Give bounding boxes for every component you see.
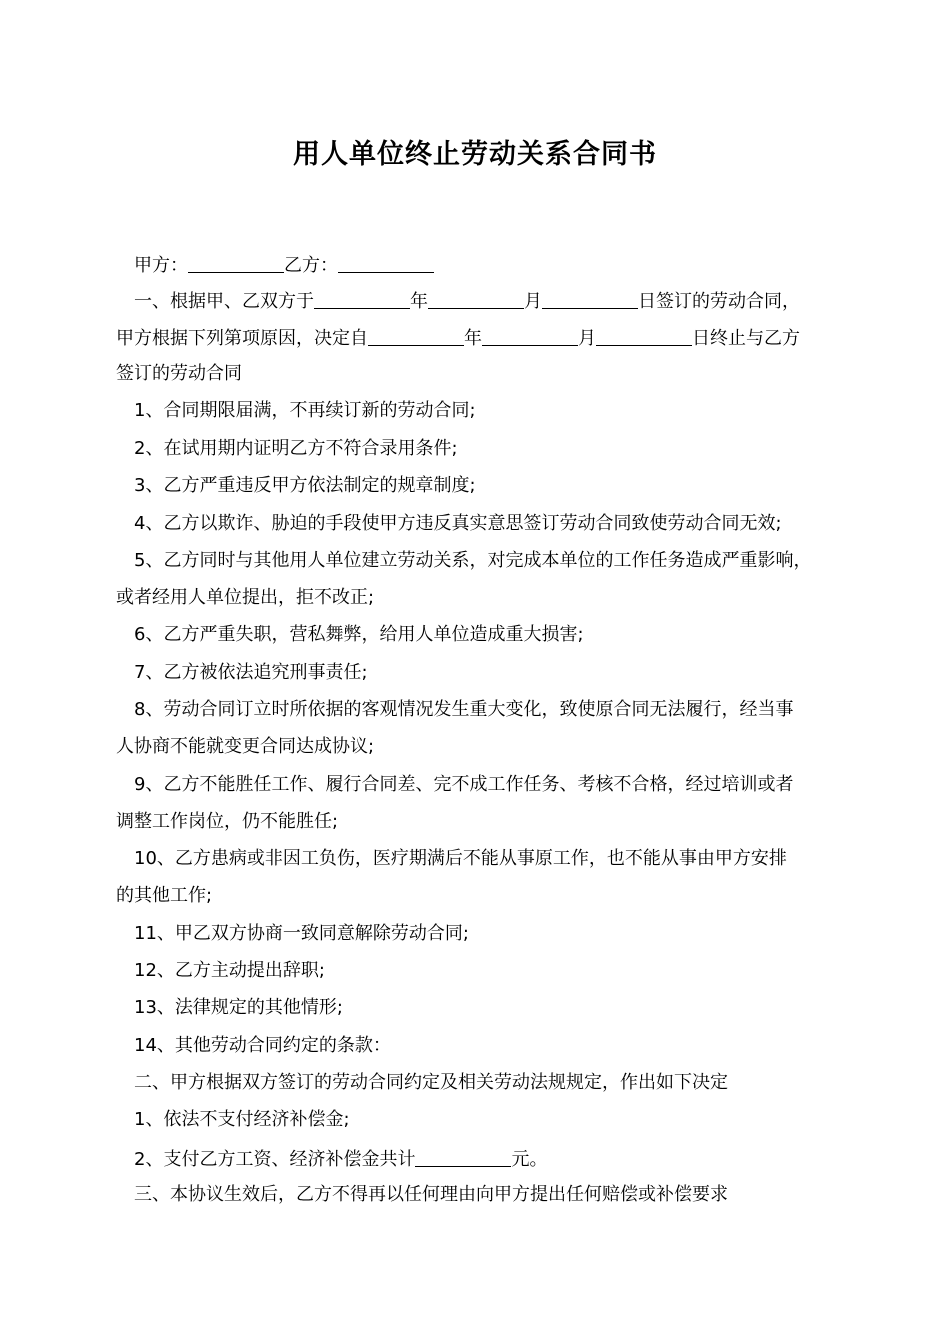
- year-label: 年: [464, 328, 482, 349]
- section1-text: 甲方根据下列第项原因，决定自: [116, 328, 368, 349]
- end-year-blank: [368, 327, 464, 346]
- sign-month-blank: [428, 290, 524, 309]
- item-10-line1: 10、乙方患病或非因工负伤，医疗期满后不能从事原工作，也不能从事由甲方安排: [134, 848, 787, 869]
- item-7: 7、乙方被依法追究刑事责任;: [134, 662, 368, 683]
- item-13: 13、法律规定的其他情形;: [134, 997, 343, 1018]
- item-12: 12、乙方主动提出辞职;: [134, 960, 325, 981]
- item-11: 11、甲乙双方协商一致同意解除劳动合同;: [134, 923, 469, 944]
- party-a-label: 甲方：: [134, 255, 188, 276]
- party-a-blank: [188, 254, 284, 273]
- section1-text: 一、根据甲、乙双方于: [134, 291, 314, 312]
- parties-line: [134, 252, 434, 278]
- day-end-label: 日终止与乙方: [692, 328, 800, 349]
- item-6: 6、乙方严重失职，营私舞弊，给用人单位造成重大损害;: [134, 624, 584, 645]
- item-8-line2: 人协商不能就变更合同达成协议;: [116, 736, 375, 757]
- day-sign-label: 日签订的劳动合同，: [638, 291, 800, 312]
- item-1: 1、合同期限届满，不再续订新的劳动合同;: [134, 400, 476, 421]
- end-day-blank: [596, 327, 692, 346]
- end-month-blank: [482, 327, 578, 346]
- decision-2-text: 2、支付乙方工资、经济补偿金共计: [134, 1149, 416, 1170]
- section1-line1: [134, 288, 800, 314]
- item-4: 4、乙方以欺诈、胁迫的手段使甲方违反真实意思签订劳动合同致使劳动合同无效;: [134, 513, 782, 534]
- section1-line3: 签订的劳动合同: [116, 363, 242, 384]
- item-3: 3、乙方严重违反甲方依法制定的规章制度;: [134, 475, 476, 496]
- party-b-blank: [338, 254, 434, 273]
- item-5-line1: 5、乙方同时与其他用人单位建立劳动关系，对完成本单位的工作任务造成严重影响，: [134, 550, 812, 571]
- section2-heading: 二、甲方根据双方签订的劳动合同约定及相关劳动法规规定，作出如下决定: [134, 1072, 728, 1093]
- item-2: 2、在试用期内证明乙方不符合录用条件;: [134, 438, 458, 459]
- item-14: 14、其他劳动合同约定的条款：: [134, 1035, 391, 1056]
- section3-text: 三、本协议生效后，乙方不得再以任何理由向甲方提出任何赔偿或补偿要求: [134, 1184, 728, 1205]
- year-label: 年: [410, 291, 428, 312]
- decision-2: [134, 1146, 547, 1172]
- document-title: 用人单位终止劳动关系合同书: [293, 139, 657, 170]
- sign-day-blank: [542, 290, 638, 309]
- currency-label: 元。: [511, 1149, 548, 1170]
- amount-blank: [415, 1148, 511, 1167]
- sign-year-blank: [314, 290, 410, 309]
- item-5-line2: 或者经用人单位提出，拒不改正;: [116, 587, 375, 608]
- month-label: 月: [524, 291, 542, 312]
- item-9-line1: 9、乙方不能胜任工作、履行合同差、完不成工作任务、考核不合格，经过培训或者: [134, 774, 794, 795]
- party-b-label: 乙方：: [284, 255, 338, 276]
- item-9-line2: 调整工作岗位，仍不能胜任;: [116, 811, 339, 832]
- month-label: 月: [578, 328, 596, 349]
- section1-line2: [116, 325, 800, 351]
- decision-1: 1、依法不支付经济补偿金;: [134, 1109, 350, 1130]
- item-10-line2: 的其他工作;: [116, 885, 213, 906]
- item-8-line1: 8、劳动合同订立时所依据的客观情况发生重大变化，致使原合同无法履行，经当事: [134, 699, 794, 720]
